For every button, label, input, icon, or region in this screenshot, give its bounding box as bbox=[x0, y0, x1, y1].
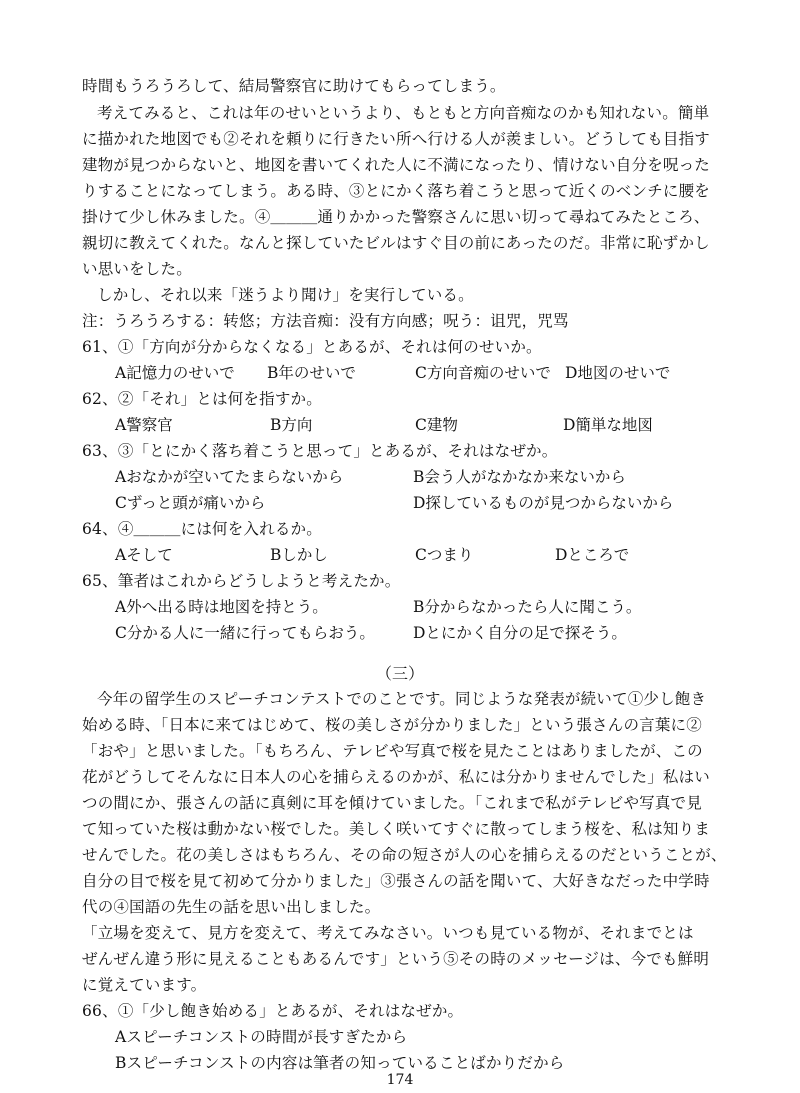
passage-line: 建物が見つからないと、地図を書いてくれた人に不満になったり、情けない自分を呪った bbox=[82, 156, 711, 174]
option-a[interactable]: A記憶力のせいで bbox=[115, 364, 235, 382]
option-d[interactable]: D地図のせいで bbox=[565, 364, 671, 382]
option-c[interactable]: Cずっと頭が痛いから bbox=[115, 494, 266, 512]
option-a[interactable]: A外へ出る時は地図を持とう。 bbox=[115, 598, 328, 616]
passage-line: 自分の目で桜を見て初めて分かりました」③張さんの話を聞いて、大好きなだった中学時 bbox=[82, 872, 710, 890]
passage-line: しかし、それ以来「迷うより聞け」を実行している。 bbox=[97, 286, 474, 304]
option-d[interactable]: Dとにかく自分の足で探そう。 bbox=[413, 624, 627, 642]
option-b[interactable]: Bしかし bbox=[270, 546, 328, 564]
passage-line: 「おや」と思いました。「もちろん、テレビや写真で桜を見たことはありましたが、この bbox=[82, 742, 703, 760]
passage-line: ぜんぜん違う形に見えることもあるんです」という⑤その時のメッセージは、今でも鮮明 bbox=[82, 950, 710, 968]
option-c[interactable]: C分かる人に一緒に行ってもらおう。 bbox=[115, 624, 375, 642]
option-d[interactable]: Dところで bbox=[555, 546, 630, 564]
section-heading: （三） bbox=[375, 664, 424, 683]
passage-line: 時間もうろうろして、結局警察官に助けてもらってしまう。 bbox=[82, 77, 506, 95]
passage-line: りすることになってしまう。ある時、③とにかく落ち着こうと思って近くのベンチに腰を bbox=[82, 182, 711, 200]
option-b[interactable]: B年のせいで bbox=[267, 364, 356, 382]
question-stem: 64、④＿＿＿には何を入れるか。 bbox=[82, 520, 322, 538]
question-stem: 61、①「方向が分からなくなる」とあるが、それは何のせいか。 bbox=[82, 338, 542, 356]
question-stem: 62、②「それ」とは何を指すか。 bbox=[82, 390, 322, 408]
option-c[interactable]: Cつまり bbox=[415, 546, 474, 564]
option-b[interactable]: Bスピーチコンストの内容は筆者の知っていることばかりだから bbox=[115, 1054, 565, 1072]
page-number: 174 bbox=[386, 1072, 414, 1088]
passage-line: 「立場を変えて、見方を変えて、考えてみなさい。いつも見ている物が、それまでとは bbox=[82, 924, 694, 942]
option-d[interactable]: D探しているものが見つからないから bbox=[413, 494, 674, 512]
passage-line: 代の④国語の先生の話を思い出しました。 bbox=[82, 898, 381, 916]
question-stem: 63、③「とにかく落ち着こうと思って」とあるが、それはなぜか。 bbox=[82, 442, 558, 460]
question-stem: 66、①「少し飽き始める」とあるが、それはなぜか。 bbox=[82, 1002, 464, 1020]
option-b[interactable]: B方向 bbox=[270, 416, 313, 434]
vocabulary-note: 注：うろうろする：转悠；方法音痴：没有方向感；呪う：诅咒，咒骂 bbox=[82, 312, 569, 330]
passage-line: 始める時、「日本に来てはじめて、桜の美しさが分かりました」という張さんの言葉に② bbox=[82, 716, 702, 734]
passage-line: て知っていた桜は動かない桜でした。美しく咲いてすぐに散ってしまう桜を、私は知りま bbox=[82, 820, 711, 838]
option-a[interactable]: Aスピーチコンストの時間が長すぎたから bbox=[115, 1028, 408, 1046]
passage-line: つの間にか、張さんの話に真剣に耳を傾けていました。「これまで私がテレビや写真で見 bbox=[82, 794, 702, 812]
passage-line: 今年の留学生のスピーチコンテストでのことです。同じような発表が続いて①少し飽き bbox=[97, 690, 707, 708]
option-a[interactable]: Aおなかが空いてたまらないから bbox=[115, 468, 344, 486]
passage-line: 親切に教えてくれた。なんと探していたビルはすぐ目の前にあったのだ。非常に恥ずかし bbox=[82, 234, 710, 252]
passage-line: い思いをした。 bbox=[82, 260, 192, 278]
option-c[interactable]: C建物 bbox=[415, 416, 458, 434]
passage-line: せんでした。花の美しさはもちろん、その命の短さが人の心を捕らえるのだということが、 bbox=[82, 846, 727, 864]
passage-line: に覚えています。 bbox=[82, 976, 207, 994]
passage-line: 考えてみると、これは年のせいというより、もともと方向音痴なのかも知れない。簡単 bbox=[97, 104, 710, 122]
option-c[interactable]: C方向音痴のせいで bbox=[415, 364, 551, 382]
option-b[interactable]: B会う人がなかなか来ないから bbox=[413, 468, 626, 486]
passage-line: 掛けて少し休みました。④＿＿＿通りかかった警察さんに思い切って尋ねてみたところ、 bbox=[82, 208, 710, 226]
option-a[interactable]: Aそして bbox=[115, 546, 173, 564]
passage-line: 花がどうしてそんなに日本人の心を捕らえるのかが、私には分かりませんでした」私はい bbox=[82, 768, 711, 786]
option-d[interactable]: D簡単な地図 bbox=[563, 416, 653, 434]
passage-line: に描かれた地図でも②それを頼りに行きたい所へ行ける人が羨ましい。どうしても目指す bbox=[82, 130, 711, 148]
option-b[interactable]: B分からなかったら人に聞こう。 bbox=[413, 598, 642, 616]
question-stem: 65、筆者はこれからどうしようと考えたか。 bbox=[82, 572, 401, 590]
option-a[interactable]: A警察官 bbox=[115, 416, 173, 434]
